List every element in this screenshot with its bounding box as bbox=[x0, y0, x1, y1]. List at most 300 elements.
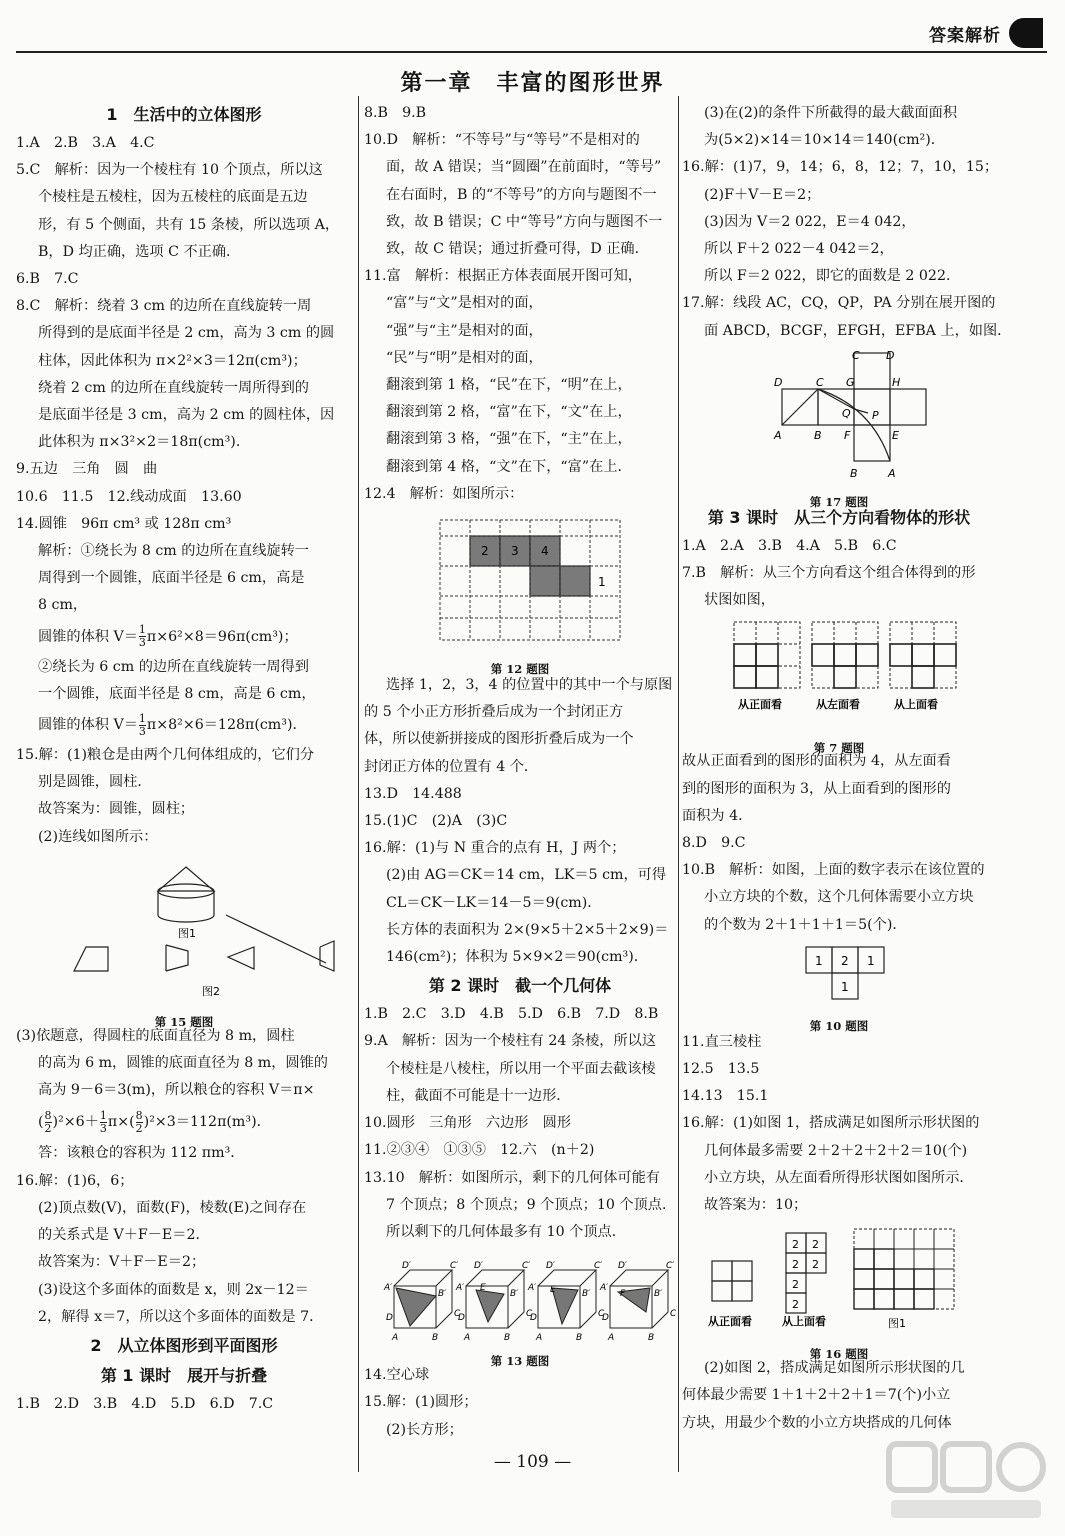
cut-cube bbox=[538, 1270, 596, 1328]
vertex-label: D bbox=[530, 1313, 537, 1324]
view-outline bbox=[890, 622, 956, 688]
answer-line: 方块，用最少个数的小立方块搭成的几何体 bbox=[682, 1414, 952, 1431]
vertex-label: B′ bbox=[654, 1289, 663, 1300]
view-cell bbox=[856, 644, 878, 666]
fraction bbox=[136, 1110, 143, 1135]
vertex-label: B bbox=[576, 1333, 583, 1343]
column-3 bbox=[682, 100, 1012, 1437]
answer-line: (2)由 AG＝CK＝14 cm，LK＝5 cm，可得 bbox=[386, 867, 667, 884]
answer-line: 7 个顶点；8 个顶点；9 个顶点；10 个顶点． bbox=[386, 1196, 677, 1213]
answer-line bbox=[16, 708, 352, 742]
answer-line: 故答案为：圆锥，圆柱； bbox=[38, 801, 195, 818]
answer-line: 面，故 A 错误；当“圆圈”在前面时，“等号” bbox=[386, 159, 662, 176]
text-run: 圆锥的体积 V＝ bbox=[38, 717, 138, 734]
figure-12-grid bbox=[364, 510, 676, 650]
vertex-label: A bbox=[392, 1333, 399, 1343]
grid-cell bbox=[914, 1249, 934, 1269]
answer-line: 小立方块的个数，这个几何体需要小立方块 bbox=[704, 889, 974, 906]
fraction-denominator: 2 bbox=[135, 1121, 143, 1135]
view-cell bbox=[890, 644, 912, 666]
answer-line: 绕着 2 cm 的边所在直线旋转一周所得到的 bbox=[38, 379, 309, 396]
view-cell bbox=[734, 666, 756, 688]
answer-line: CL＝CK－LK＝14－5＝9(cm)． bbox=[386, 894, 602, 911]
header-tab bbox=[929, 18, 1043, 48]
grid-number: 2 bbox=[481, 544, 489, 559]
grid-cell bbox=[874, 1269, 894, 1289]
shape-trapezoid-open bbox=[166, 945, 188, 971]
view-cell bbox=[934, 644, 956, 666]
cube-top-face bbox=[610, 1270, 668, 1286]
text-run: ²×3＝112π(m³)． bbox=[149, 1114, 271, 1131]
grid-cell bbox=[854, 1229, 874, 1249]
grid-cell bbox=[894, 1249, 914, 1269]
answer-line: 的个数为 2＋1＋1＋1＝5(个)． bbox=[704, 916, 907, 933]
answer-line: 5.C 解析：因为一个棱柱有 10 个顶点，所以这 bbox=[16, 162, 323, 179]
granary-cylinder-bottom bbox=[158, 915, 214, 922]
vertex-label: C′ bbox=[666, 1261, 675, 1272]
fraction-numerator: 8 bbox=[44, 1108, 52, 1122]
answer-line: 面 ABCD，BCGF，EFGH，EFBA 上，如图． bbox=[704, 322, 1012, 339]
answer-line: 所以 F＝2 022，即它的面数是 2 022． bbox=[704, 268, 961, 285]
section-heading: 2 从立体图形到平面图形 bbox=[90, 1335, 278, 1355]
figure-label: 图1 bbox=[888, 1317, 906, 1331]
vertex-label: F bbox=[844, 428, 851, 442]
grid-cell bbox=[874, 1249, 894, 1269]
figure-13 bbox=[364, 1248, 676, 1369]
figure-label: 图1 bbox=[178, 926, 196, 940]
segment-cq bbox=[818, 389, 854, 409]
fraction bbox=[139, 624, 146, 649]
vertex-label: A′ bbox=[528, 1283, 537, 1294]
answer-line: B，D 均正确，选项 C 不正确． bbox=[38, 243, 241, 260]
view-label: 从上面看 bbox=[782, 1315, 826, 1329]
view-cell bbox=[756, 644, 778, 666]
answer-line: ②绕长为 6 cm 的边所在直线旋转一周得到 bbox=[38, 658, 309, 675]
section-heading: 1 生活中的立体图形 bbox=[106, 105, 262, 124]
cube-top-face bbox=[466, 1270, 524, 1286]
answer-line: 11.直三棱柱 bbox=[682, 1033, 762, 1050]
answer-line: 1.B 2.C 3.D 4.B 5.D 6.B 7.D 8.B bbox=[364, 1006, 659, 1023]
shape-trapezoid bbox=[74, 947, 108, 971]
view-cell bbox=[734, 644, 756, 666]
answer-line: 高为 9－6＝3(m)，所以粮仓的容积 V＝π× bbox=[38, 1082, 315, 1099]
answer-line: 翻滚到第 4 格，“文”在下，“富”在上． bbox=[386, 458, 632, 475]
answer-line: 10.B 解析：如图，上面的数字表示在该位置的 bbox=[682, 862, 985, 879]
answer-line: 12.4 解析：如图所示： bbox=[364, 485, 524, 502]
page-number: — 109 — bbox=[493, 1452, 572, 1472]
vertex-label: D′ bbox=[474, 1261, 483, 1272]
answer-line: (2)连线如图所示： bbox=[38, 828, 158, 845]
vertex-label: C bbox=[598, 1309, 605, 1320]
answer-line: 致，故 C 错误；通过折叠可得，D 正确． bbox=[386, 241, 649, 258]
view-cell bbox=[712, 1281, 732, 1301]
answer-line: (2)F＋V－E＝2； bbox=[704, 186, 821, 203]
fraction-denominator: 3 bbox=[138, 724, 146, 738]
vertex-label: H bbox=[892, 375, 901, 389]
vertex-label: D′ bbox=[618, 1261, 627, 1272]
answer-line: 146(cm²)；体积为 5×9×2＝90(cm³)． bbox=[386, 949, 648, 966]
answer-line: 答：该粮仓的容积为 112 πm³． bbox=[38, 1145, 245, 1162]
answer-line: 为(5×2)×14＝10×14＝140(cm²)． bbox=[704, 132, 945, 149]
vertex-label: E bbox=[550, 1285, 556, 1296]
vertex-label: C′ bbox=[522, 1261, 531, 1272]
view-cell bbox=[712, 1261, 732, 1281]
fraction-denominator: 3 bbox=[99, 1121, 107, 1135]
answer-line: 1.A 2.B 3.A 4.C bbox=[16, 135, 155, 151]
vertex-label: D bbox=[386, 1313, 393, 1324]
answer-line: (3)依题意，得圆柱的底面直径为 8 m，圆柱 bbox=[16, 1027, 295, 1044]
answer-line: 14.空心球 bbox=[364, 1367, 430, 1384]
figure-caption: 第 16 题图 bbox=[809, 1347, 869, 1362]
grid-cell bbox=[854, 1249, 874, 1269]
answer-line: (3)设这个多面体的面数是 x，则 2x－12＝ bbox=[38, 1281, 309, 1298]
answer-line: 17.解：线段 AC，CQ，QP，PA 分别在展开图的 bbox=[682, 295, 996, 312]
answer-line: 形，有 5 个侧面，共有 15 条棱，所以选项 A， bbox=[38, 216, 340, 233]
figure-caption: 第 10 题图 bbox=[809, 1019, 869, 1034]
fraction-denominator: 2 bbox=[44, 1121, 52, 1135]
text-run: π× bbox=[107, 1114, 130, 1131]
answer-line: 15.(1)C (2)A (3)C bbox=[364, 813, 508, 830]
cut-cube bbox=[466, 1270, 524, 1328]
vertex-label: A′ bbox=[456, 1283, 465, 1294]
vertex-label: B′ bbox=[438, 1289, 447, 1300]
fraction-numerator: 1 bbox=[138, 623, 146, 637]
cell-number: 2 bbox=[792, 1278, 799, 1292]
view-label: 从左面看 bbox=[816, 698, 860, 712]
vertex-label: G bbox=[846, 375, 855, 389]
figure-caption: 第 17 题图 bbox=[809, 495, 869, 510]
view-outline bbox=[812, 622, 878, 688]
answer-line: 12.5 13.5 bbox=[682, 1061, 760, 1078]
vertex-label: B bbox=[648, 1333, 655, 1343]
answer-line: 14.13 15.1 bbox=[682, 1088, 769, 1105]
grid-number: 4 bbox=[541, 544, 549, 559]
answer-line: 16.解：(1)7，9，14；6，8，12；7，10，15； bbox=[682, 159, 999, 176]
answer-line: 故答案为：V＋F－E＝2； bbox=[38, 1254, 206, 1271]
answer-line: (3)在(2)的条件下所截得的最大截面面积 bbox=[704, 105, 958, 121]
vertex-label: P bbox=[872, 408, 879, 422]
answer-line: 的关系式是 V＋F－E＝2． bbox=[38, 1227, 210, 1244]
answer-line: 10.D 解析：“不等号”与“等号”不是相对的 bbox=[364, 132, 640, 149]
answer-line: “富”与“文”是相对的面， bbox=[386, 295, 543, 312]
grid-cell bbox=[894, 1289, 914, 1309]
answer-line: 10.6 11.5 12.线动成面 13.60 bbox=[16, 488, 242, 505]
figure-10 bbox=[682, 941, 996, 1034]
grid-cell bbox=[854, 1269, 874, 1289]
answer-line: 封闭正方体的位置有 4 个． bbox=[364, 758, 539, 775]
grid-cell bbox=[894, 1229, 914, 1249]
answer-line: 是底面半径是 3 cm，高为 2 cm 的圆柱体，因 bbox=[38, 407, 335, 424]
front-view bbox=[712, 1261, 752, 1301]
vertex-label: D bbox=[774, 375, 783, 389]
cell-number: 2 bbox=[792, 1258, 799, 1272]
answer-line: (2)顶点数(V)，面数(F)，棱数(E)之间存在 bbox=[38, 1199, 307, 1216]
shaded-square bbox=[560, 566, 590, 596]
figure-7-views bbox=[682, 616, 996, 728]
answer-line: (2)如图 2，搭成满足如图所示形状图的几 bbox=[704, 1360, 965, 1377]
cell-number: 1 bbox=[815, 953, 823, 968]
answer-line: 状图如图， bbox=[704, 592, 775, 609]
view-grid bbox=[734, 622, 800, 688]
vertex-label: B′ bbox=[582, 1289, 591, 1300]
header-tab-marker bbox=[1009, 18, 1043, 48]
figure-caption: 第 15 题图 bbox=[154, 1015, 214, 1030]
answer-line: 8.B 9.B bbox=[364, 105, 427, 121]
vertex-label: B bbox=[850, 466, 858, 480]
grid-cell bbox=[874, 1289, 894, 1309]
cube-top-face bbox=[394, 1270, 452, 1286]
view-cell bbox=[912, 644, 934, 666]
vertex-label: B bbox=[504, 1333, 511, 1343]
answer-line: “强”与“主”是相对的面， bbox=[386, 322, 543, 339]
figure-13-cubes bbox=[364, 1248, 676, 1342]
answer-line: 9.五边 三角 圆 曲 bbox=[16, 461, 158, 478]
answer-line: 16.解：(1)6，6； bbox=[16, 1172, 134, 1189]
view-cell bbox=[732, 1261, 752, 1281]
column-2 bbox=[364, 100, 676, 1444]
fraction bbox=[100, 1110, 107, 1135]
answer-line: 10.圆形 三角形 六边形 圆形 bbox=[364, 1115, 572, 1132]
vertex-label: D bbox=[886, 348, 895, 362]
answer-line: 个棱柱是五棱柱，因为五棱柱的底面是五边 bbox=[38, 189, 308, 206]
net-face-efba bbox=[854, 425, 890, 461]
view-grid bbox=[812, 622, 878, 688]
answer-line: 8.D 9.C bbox=[682, 835, 746, 852]
answer-line: 一个圆锥，底面半径是 8 cm，高是 6 cm， bbox=[38, 685, 316, 702]
vertex-label: A bbox=[608, 1333, 615, 1343]
vertex-label: A′ bbox=[384, 1283, 393, 1294]
vertex-label: C bbox=[526, 1309, 533, 1320]
answer-line: 何体最少需要 1＋1＋2＋2＋1＝7(个)小立 bbox=[682, 1387, 951, 1404]
answer-line: 长方体的表面积为 2×(9×5＋2×5＋2×9)＝ bbox=[386, 921, 669, 938]
shaded-square bbox=[530, 566, 560, 596]
fraction-numerator: 8 bbox=[135, 1108, 143, 1122]
vertex-label: E bbox=[892, 428, 899, 442]
answer-line: 1.A 2.A 3.B 4.A 5.B 6.C bbox=[682, 537, 897, 554]
fraction-numerator: 1 bbox=[138, 711, 146, 725]
answer-line: 个棱柱是八棱柱，所以用一个平面去截该棱 bbox=[386, 1060, 656, 1077]
vertex-label: A bbox=[464, 1333, 471, 1343]
text-run: π×6²×8＝96π(cm³)； bbox=[146, 628, 298, 645]
answer-line: 翻滚到第 1 格，“民”在下，“明”在上， bbox=[386, 377, 632, 394]
vertex-label: E bbox=[480, 1283, 486, 1294]
grid-cell bbox=[874, 1229, 894, 1249]
net-face bbox=[890, 389, 926, 425]
answer-line: 小立方块，从左面看所得形状图如图所示． bbox=[704, 1169, 974, 1186]
figure-12 bbox=[364, 510, 676, 677]
answer-line: 故答案为：10； bbox=[704, 1197, 808, 1214]
answer-line: 13.10 解析：如图所示，剩下的几何体可能有 bbox=[364, 1169, 660, 1186]
grid-cell bbox=[914, 1269, 934, 1289]
vertex-label: B bbox=[814, 428, 822, 442]
figure-17-net bbox=[682, 347, 996, 483]
left-view bbox=[854, 1229, 954, 1309]
fraction bbox=[45, 1110, 52, 1135]
answer-line: 别是圆锥，圆柱． bbox=[38, 774, 152, 791]
figure-16 bbox=[682, 1221, 996, 1362]
answer-line: 1.B 2.D 3.B 4.D 5.D 6.D 7.C bbox=[16, 1395, 274, 1412]
view-cell bbox=[812, 644, 834, 666]
chapter-title: 第一章 丰富的图形世界 bbox=[400, 71, 665, 96]
view-label: 从正面看 bbox=[738, 698, 782, 712]
grid-number: 3 bbox=[511, 544, 519, 559]
shape-quad bbox=[320, 941, 334, 971]
grid-cell bbox=[914, 1229, 934, 1249]
column-divider-1 bbox=[358, 96, 359, 1472]
figure-16-views bbox=[682, 1221, 996, 1335]
lesson-heading: 第 2 课时 截一个几何体 bbox=[428, 976, 612, 996]
answer-line: 所得到的是底面半径是 2 cm，高为 3 cm 的圆 bbox=[38, 325, 335, 342]
cut-section bbox=[396, 1288, 436, 1326]
answer-line: (3)因为 V＝2 022，E＝4 042， bbox=[704, 213, 916, 230]
answer-line: 11.②③④ ①③⑤ 12.六 (n＋2) bbox=[364, 1142, 595, 1159]
answer-line: 几何体最多需要 2＋2＋2＋2＋2＝10(个) bbox=[704, 1142, 968, 1159]
answer-line: “民”与“明”是相对的面， bbox=[386, 349, 543, 366]
segment-ac bbox=[782, 389, 818, 425]
answer-line: 8 cm， bbox=[38, 597, 88, 614]
answer-line: (2)长方形； bbox=[386, 1421, 463, 1438]
answer-line: 16.解：(1)与 N 重合的点有 H，J 两个； bbox=[364, 840, 626, 857]
figure-15-drawing bbox=[16, 853, 352, 1003]
answer-line: 11.富 解析：根据正方体表面展开图可知， bbox=[364, 268, 642, 285]
grid-cell bbox=[934, 1249, 954, 1269]
answer-line: 15.解：(1)粮仓是由两个几何体组成的，它们分 bbox=[16, 747, 315, 764]
vertex-label: C bbox=[670, 1309, 676, 1320]
answer-line: 所以剩下的几何体最多有 10 个顶点． bbox=[386, 1223, 626, 1240]
watermark-logo bbox=[881, 1436, 1051, 1526]
column-divider-2 bbox=[678, 96, 679, 1472]
answer-line: 7.B 解析：从三个方向看这个组合体得到的形 bbox=[682, 565, 976, 582]
cell-number: 2 bbox=[841, 953, 849, 968]
cut-section bbox=[476, 1290, 504, 1322]
grid-cell bbox=[934, 1289, 954, 1309]
vertex-label: C bbox=[454, 1309, 461, 1320]
vertex-label: B′ bbox=[510, 1289, 519, 1300]
cell-number: 2 bbox=[812, 1258, 819, 1272]
vertex-label: A bbox=[536, 1333, 543, 1343]
fraction-numerator: 1 bbox=[99, 1108, 107, 1122]
grid-cell bbox=[894, 1269, 914, 1289]
answer-line: 15.解：(1)圆形； bbox=[364, 1394, 478, 1411]
cut-section bbox=[552, 1288, 578, 1324]
lesson-heading: 第 3 课时 从三个方向看物体的形状 bbox=[707, 507, 971, 527]
cell-number: 2 bbox=[812, 1238, 819, 1252]
answer-line: ( $\frac{8}{2}$ )²×6＋ $\frac{1}{3}$ π×( $\frac{8}{2}$ )²×3＝112π(m³)． bbox=[38, 1108, 271, 1135]
figure-7 bbox=[682, 616, 996, 755]
vertex-label: F bbox=[620, 1289, 626, 1300]
answer-line: 2，解得 x＝7，所以这个多面体的面数是 7． bbox=[38, 1308, 324, 1325]
vertex-label: B bbox=[432, 1333, 439, 1343]
figure-label: 图2 bbox=[202, 984, 220, 998]
cell-number: 1 bbox=[867, 953, 875, 968]
answer-line: 在右面时，B 的“不等号”的方向与题图不一 bbox=[386, 186, 657, 203]
vertex-label: Q bbox=[842, 406, 851, 420]
view-outline bbox=[734, 622, 800, 688]
grid-cell bbox=[934, 1269, 954, 1289]
answer-line: 体，所以使新拼接成的图形折叠后成为一个 bbox=[364, 731, 634, 748]
lesson-heading: 第 1 课时 展开与折叠 bbox=[100, 1365, 268, 1385]
vertex-label: D bbox=[602, 1313, 609, 1324]
grid-number: 1 bbox=[598, 575, 606, 590]
answer-line: 此体积为 π×3²×2＝18π(cm³)． bbox=[38, 434, 251, 451]
figure-caption: 第 12 题图 bbox=[490, 662, 550, 677]
view-cell bbox=[732, 1281, 752, 1301]
view-label: 从上面看 bbox=[894, 698, 938, 712]
cell-number: 1 bbox=[841, 979, 849, 994]
answer-line: 翻滚到第 2 格，“富”在下，“文”在上， bbox=[386, 404, 632, 421]
answer-line: 所以 F＋2 022－4 042＝2， bbox=[704, 241, 894, 258]
vertex-label: A bbox=[774, 428, 782, 442]
figure-10-grid bbox=[682, 941, 996, 1007]
text-run: 圆锥的体积 V＝ bbox=[38, 628, 138, 645]
fraction bbox=[139, 713, 146, 738]
answer-line: 解析：①绕长为 8 cm 的边所在直线旋转一 bbox=[38, 543, 309, 560]
answer-line: 的 5 个小正方形折叠后成为一个封闭正方 bbox=[364, 704, 624, 721]
answer-line: 16.解：(1)如图 1，搭成满足如图所示形状图的 bbox=[682, 1115, 980, 1132]
answer-line: 6.B 7.C bbox=[16, 271, 79, 288]
answer-line: 柱体，因此体积为 π×2²×3＝12π(cm³)； bbox=[38, 352, 307, 369]
answer-line: 8.C 解析：绕着 3 cm 的边所在直线旋转一周 bbox=[16, 298, 312, 315]
cell-number: 2 bbox=[792, 1298, 799, 1312]
text-run: π×8²×6＝128π(cm³)． bbox=[146, 717, 307, 734]
vertex-label: D′ bbox=[546, 1261, 555, 1272]
figure-15 bbox=[16, 853, 352, 1030]
cut-cube bbox=[394, 1270, 452, 1328]
answer-line bbox=[16, 620, 352, 654]
answer-line: 致，故 B 错误；C 中“等号”方向与题图不一 bbox=[386, 213, 663, 230]
granary-cone bbox=[158, 867, 214, 891]
answer-line: 选择 1，2，3，4 的位置中的其中一个与原图 bbox=[386, 677, 673, 694]
view-cell bbox=[834, 666, 856, 688]
view-label: 从正面看 bbox=[708, 1315, 752, 1329]
fraction-denominator: 3 bbox=[138, 636, 146, 650]
view-cell bbox=[834, 644, 856, 666]
vertex-label: C′ bbox=[594, 1261, 603, 1272]
vertex-label: D bbox=[458, 1313, 465, 1324]
vertex-label: D′ bbox=[402, 1261, 411, 1272]
answer-line: 面积为 4． bbox=[682, 807, 753, 824]
grid-cell bbox=[914, 1289, 934, 1309]
answer-line: 柱，截面不可能是十一边形． bbox=[386, 1087, 571, 1104]
vertex-label: A bbox=[888, 466, 896, 480]
text-run: ²×6＋ bbox=[58, 1114, 99, 1131]
grid-cell bbox=[934, 1229, 954, 1249]
shape-triangle bbox=[228, 947, 254, 969]
cube-top-face bbox=[538, 1270, 596, 1286]
answer-line: 13.D 14.488 bbox=[364, 785, 462, 802]
column-1 bbox=[16, 100, 352, 1418]
view-cell bbox=[756, 666, 778, 688]
vertex-label: A′ bbox=[600, 1283, 609, 1294]
view-grid bbox=[890, 622, 956, 688]
answer-line: 9.A 解析：因为一个棱柱有 24 条棱，所以这 bbox=[364, 1033, 657, 1050]
figure-17 bbox=[682, 347, 996, 510]
cut-cube bbox=[610, 1270, 668, 1328]
connecting-line bbox=[226, 915, 326, 963]
header-label: 答案解析 bbox=[929, 25, 1001, 46]
cell-number: 2 bbox=[792, 1238, 799, 1252]
answer-line: 翻滚到第 3 格，“强”在下，“主”在上， bbox=[386, 431, 632, 448]
answer-line: 的高为 6 m，圆锥的底面直径为 8 m，圆锥的 bbox=[38, 1055, 328, 1072]
vertex-label: C bbox=[816, 375, 824, 389]
view-cell bbox=[912, 666, 934, 688]
grid-cell bbox=[854, 1289, 874, 1309]
answer-line: 周得到一个圆锥，底面半径是 6 cm，高是 bbox=[38, 570, 305, 587]
figure-caption: 第 13 题图 bbox=[490, 1354, 550, 1369]
vertex-label: C bbox=[852, 348, 860, 362]
answer-line: 14.圆锥 96π cm³ 或 128π cm³ bbox=[16, 515, 232, 532]
answer-line: 到的图形的面积为 3，从上面看到的图形的 bbox=[682, 780, 951, 797]
